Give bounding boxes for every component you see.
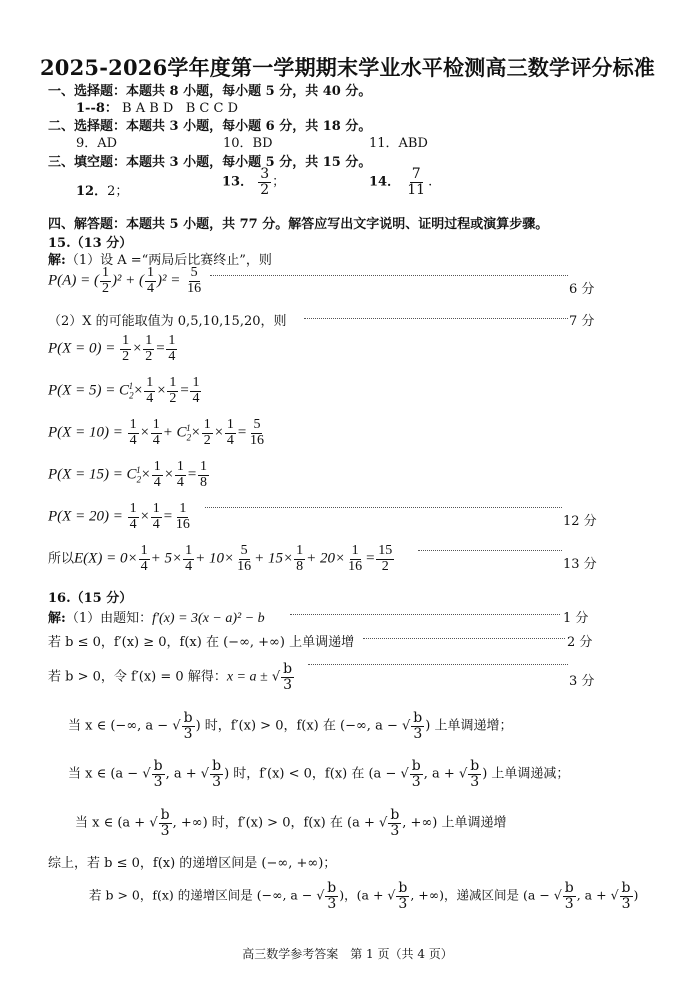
leader-dots	[304, 318, 568, 319]
px15-lhs: P(X = 15) = C	[48, 466, 137, 483]
frac-den: 4	[129, 432, 137, 448]
score-7: 7 分	[569, 314, 595, 329]
case2-root-lhs: x = a ±	[226, 669, 268, 685]
inc1-part: 当 x ∈ (−∞, a −	[68, 718, 169, 734]
ex-term: + 5×	[150, 550, 183, 567]
sum2-part: )，(a +	[339, 887, 384, 903]
px15-formula: $P(X = 15) = C_2^1\times$ $\frac{1}{4}$ × $\frac{1}{4}$ = $\frac{1}{8}$	[48, 459, 207, 490]
answers-values: B A B D B C C D	[122, 101, 239, 116]
q13-label: 13．	[222, 174, 254, 190]
frac-den: 8	[296, 558, 304, 574]
decreasing-interval	[68, 759, 569, 789]
frac-num: 1	[169, 375, 177, 390]
frac-num: 1	[153, 459, 161, 474]
px0-formula: P(X = 0) = $\frac{1}{2}$ × $\frac{1}{2}$ = $\frac{1}{4}$	[48, 333, 176, 364]
q13-tail: ；	[272, 174, 286, 190]
pa-lhs: P(A) = (	[48, 272, 99, 289]
sqrt-b-over-3: √ $\frac{b}{3}$	[379, 807, 400, 839]
frac-num: b	[160, 807, 170, 823]
frac-den: 3	[564, 895, 574, 912]
section-1-answers	[76, 97, 238, 116]
score-13: 13 分	[563, 557, 597, 572]
ex-prefix: 所以	[48, 550, 75, 566]
dec-part: 当 x ∈ (a −	[68, 766, 139, 782]
frac-den: 4	[192, 390, 200, 406]
q15-heading: 15.（13 分）	[48, 236, 133, 251]
section-3-heading: 三、填空题：本题共 3 小题，每小题 5 分，共 15 分。	[48, 155, 372, 170]
frac-den: 4	[176, 474, 184, 490]
section-4-heading: 四、解答题：本题共 5 小题，共 77 分。解答应写出文字说明、证明过程或演算步骤。	[48, 217, 549, 232]
score-2: 2 分	[567, 635, 593, 650]
answer-q12	[76, 180, 128, 199]
sqrt-b-over-3: √ $\frac{b}{3}$	[402, 710, 423, 742]
frac-num: b	[621, 880, 631, 896]
frac-num: 1	[152, 501, 160, 516]
frac-num: 1	[226, 417, 234, 432]
frac-num: 1	[152, 417, 160, 432]
frac-den: 4	[146, 390, 154, 406]
frac-den: 3	[160, 822, 170, 839]
pa-mid: )² + (	[111, 272, 145, 289]
ex-lhs: E(X) = 0×	[74, 550, 138, 567]
q15-part1-text: （1）设 A =“两局后比赛终止”，则	[65, 253, 272, 268]
px10-mid: + C	[162, 424, 187, 441]
frac-num: 1	[296, 543, 304, 558]
sqrt-b-over-3: √ $\frac{b}{3}$	[172, 710, 193, 742]
frac-num: b	[327, 880, 337, 896]
q16-part1-text: （1）由题知：	[65, 611, 153, 626]
q14-numerator: 7	[411, 166, 421, 182]
frac-num: b	[411, 758, 421, 774]
frac-den: 4	[129, 516, 137, 532]
q16-derivative: f′(x) = 3(x − a)² − b	[152, 611, 265, 626]
frac-num: 15	[378, 543, 393, 558]
frac-den: 4	[140, 558, 148, 574]
q16-case2	[48, 662, 295, 692]
frac-den: 16	[237, 558, 252, 574]
frac-den: 2	[169, 390, 177, 406]
inc2-part: , +∞) 时，f′(x) > 0，f(x) 在 (a +	[172, 815, 375, 831]
sqrt-b-over-3: √ $\frac{b}{3}$	[142, 758, 163, 790]
pa-quarter-den: 4	[147, 280, 155, 296]
frac-num: b	[212, 758, 222, 774]
q14-denominator: 11	[407, 181, 426, 198]
inc1-part: ) 时，f′(x) > 0，f(x) 在 (−∞, a −	[195, 718, 398, 734]
frac-den: 3	[411, 773, 421, 790]
inc1-part: ) 上单调递增；	[425, 718, 513, 734]
frac-den: 4	[152, 516, 160, 532]
frac-num: b	[153, 758, 163, 774]
frac-num: 1	[185, 543, 193, 558]
frac-num: b	[564, 880, 574, 896]
dec-part: ) 上单调递减；	[482, 766, 570, 782]
frac-den: 3	[212, 773, 222, 790]
frac-num: 1	[199, 459, 207, 474]
frac-den: 16	[175, 516, 190, 532]
frac-den: 4	[152, 432, 160, 448]
q16-part1	[48, 607, 265, 627]
pa-result-num: 5	[190, 265, 198, 280]
px10-lhs: P(X = 10) =	[48, 424, 123, 441]
sqrt-b-over-3: √ $\frac{b}{3}$	[316, 880, 337, 912]
dec-part: , a +	[165, 766, 197, 782]
increasing-interval-2	[75, 808, 506, 838]
frac-num: 5	[240, 543, 248, 558]
frac-den: 3	[153, 773, 163, 790]
frac-den: 8	[199, 474, 207, 490]
frac-num: b	[183, 710, 193, 726]
sqrt-b-over-3: √ $\frac{b}{3}$	[610, 880, 631, 912]
summary-line-2	[89, 881, 638, 911]
ex-eq: =	[365, 550, 376, 567]
leader-dots	[205, 507, 562, 508]
answer-q10: 10．BD	[223, 136, 273, 151]
leader-dots	[418, 550, 562, 551]
frac-den: 3	[390, 822, 400, 839]
frac-den: 16	[348, 558, 363, 574]
q15-solution-label: 解:	[48, 253, 66, 268]
px0-lhs: P(X = 0) =	[48, 340, 116, 357]
q13-numerator: 3	[260, 166, 270, 182]
frac-num: b	[398, 880, 408, 896]
answers-label: 1--8：	[76, 101, 118, 116]
answer-q11: 11．ABD	[369, 136, 428, 151]
ex-formula	[48, 544, 395, 574]
score-6: 6 分	[569, 282, 595, 297]
frac-den: 4	[153, 474, 161, 490]
px10-formula: P(X = 10) = $\frac{1}{4}$ × $\frac{1}{4}$ + $C_2^1\times$ $\frac{1}{2}$ × $\frac{1}{4}$ = $\frac{5}{16}$	[48, 417, 264, 448]
q16-case1: 若 b ≤ 0，f′(x) ≥ 0，f(x) 在 (−∞, +∞) 上单调递增	[48, 635, 355, 650]
sqrt-b-over-3: √ $\frac{b}{3}$	[149, 807, 170, 839]
page-title: 2025-2026学年度第一学期期末学业水平检测高三数学评分标准	[39, 55, 655, 80]
frac-num: b	[283, 661, 293, 677]
score-3: 3 分	[569, 674, 595, 689]
frac-den: 3	[470, 773, 480, 790]
pa-quarter-num: 1	[147, 265, 155, 280]
sum2-part: , a +	[576, 887, 607, 903]
frac-num: 1	[179, 501, 187, 516]
sum2-part: , +∞)，递减区间是 (a −	[410, 887, 550, 903]
ex-term: + 20×	[306, 550, 346, 567]
px20-formula: P(X = 20) = $\frac{1}{4}$ × $\frac{1}{4}$ = $\frac{1}{16}$	[48, 501, 190, 532]
frac-num: 1	[203, 417, 211, 432]
frac-num: 1	[192, 375, 200, 390]
ex-term: + 15×	[254, 550, 294, 567]
score-12: 12 分	[563, 514, 597, 529]
leader-dots	[308, 664, 568, 665]
leader-dots	[290, 614, 560, 615]
sqrt-b-over-3: √ $\frac{b}{3}$	[553, 880, 574, 912]
pa-half-num: 1	[101, 265, 109, 280]
frac-num: 1	[176, 459, 184, 474]
summary-line-1: 综上，若 b ≤ 0，f(x) 的递增区间是 (−∞, +∞)；	[48, 856, 337, 871]
px5-lhs: P(X = 5) = C	[48, 382, 130, 399]
frac-den: 3	[327, 895, 337, 912]
frac-num: 1	[168, 333, 176, 348]
frac-num: 1	[146, 375, 154, 390]
frac-den: 3	[413, 725, 423, 742]
q15-part2-text: （2）X 的可能取值为 0,5,10,15,20，则	[48, 314, 287, 329]
inc2-part: 当 x ∈ (a +	[75, 815, 146, 831]
q16-heading: 16.（15 分）	[48, 591, 133, 606]
sum2-part: 若 b > 0，f(x) 的递增区间是 (−∞, a −	[89, 887, 313, 903]
q12-value: 2；	[107, 184, 129, 199]
frac-num: 1	[145, 333, 153, 348]
answer-q14	[369, 167, 432, 197]
frac-den: 4	[226, 432, 234, 448]
frac-num: 1	[129, 417, 137, 432]
sqrt-b-over-3: √ $\frac{b}{3}$	[200, 758, 222, 790]
leader-dots	[210, 275, 568, 276]
sqrt-b-over-3: √ $\frac{b}{3}$	[400, 758, 421, 790]
frac-den: 2	[203, 432, 211, 448]
page-footer: 高三数学参考答案 第 1 页（共 4 页）	[242, 947, 453, 961]
frac-den: 3	[621, 895, 631, 912]
px5-formula: $P(X = 5) = C_2^1\times$ $\frac{1}{4}$ × $\frac{1}{2}$ = $\frac{1}{4}$	[48, 375, 200, 406]
frac-den: 3	[283, 676, 293, 693]
q14-label: 14．	[369, 174, 401, 190]
section-2-heading: 二、选择题：本题共 3 小题，每小题 6 分，共 18 分。	[48, 119, 372, 134]
increasing-interval-1	[68, 711, 512, 741]
frac-den: 2	[122, 348, 130, 364]
frac-den: 3	[183, 725, 193, 742]
q13-denominator: 2	[260, 181, 270, 198]
frac-num: 1	[129, 501, 137, 516]
section-1-heading: 一、选择题：本题共 8 小题，每小题 5 分，共 40 分。	[48, 84, 372, 99]
q16-solution-label: 解:	[48, 611, 66, 626]
pa-half-den: 2	[101, 280, 109, 296]
answer-q13	[222, 167, 285, 197]
inc2-part: , +∞) 上单调递增	[402, 815, 507, 831]
frac-den: 3	[398, 895, 408, 912]
frac-den: 4	[168, 348, 176, 364]
pa-end: )² =	[157, 272, 181, 289]
answer-q9: 9．AD	[76, 136, 118, 151]
frac-den: 16	[249, 432, 264, 448]
score-1: 1 分	[563, 611, 589, 626]
dec-part: ) 时，f′(x) < 0，f(x) 在 (a −	[224, 766, 397, 782]
pa-result-den: 16	[187, 280, 202, 296]
frac-num: b	[470, 758, 480, 774]
sqrt-b-over-3: √ $\frac{b}{3}$	[458, 758, 480, 790]
frac-den: 2	[381, 558, 389, 574]
frac-num: 1	[140, 543, 148, 558]
ex-term: + 10×	[195, 550, 235, 567]
q12-label: 12．	[76, 184, 108, 199]
frac-num: b	[413, 710, 423, 726]
sqrt-b-over-3: √ $\frac{b}{3}$	[387, 880, 408, 912]
q14-tail: .	[428, 174, 433, 190]
dec-part: , a +	[423, 766, 455, 782]
sum2-part: )	[633, 887, 639, 903]
sqrt-b-over-3: √ $\frac{b}{3}$	[271, 661, 293, 693]
case2-text: 若 b > 0，令 f′(x) = 0 解得：	[48, 669, 227, 685]
pa-formula	[48, 266, 204, 296]
frac-num: 1	[122, 333, 130, 348]
frac-den: 4	[185, 558, 193, 574]
leader-dots	[363, 638, 565, 639]
frac-num: 1	[351, 543, 359, 558]
px20-lhs: P(X = 20) =	[48, 508, 123, 525]
frac-num: b	[390, 807, 400, 823]
frac-num: 5	[253, 417, 261, 432]
frac-den: 2	[145, 348, 153, 364]
